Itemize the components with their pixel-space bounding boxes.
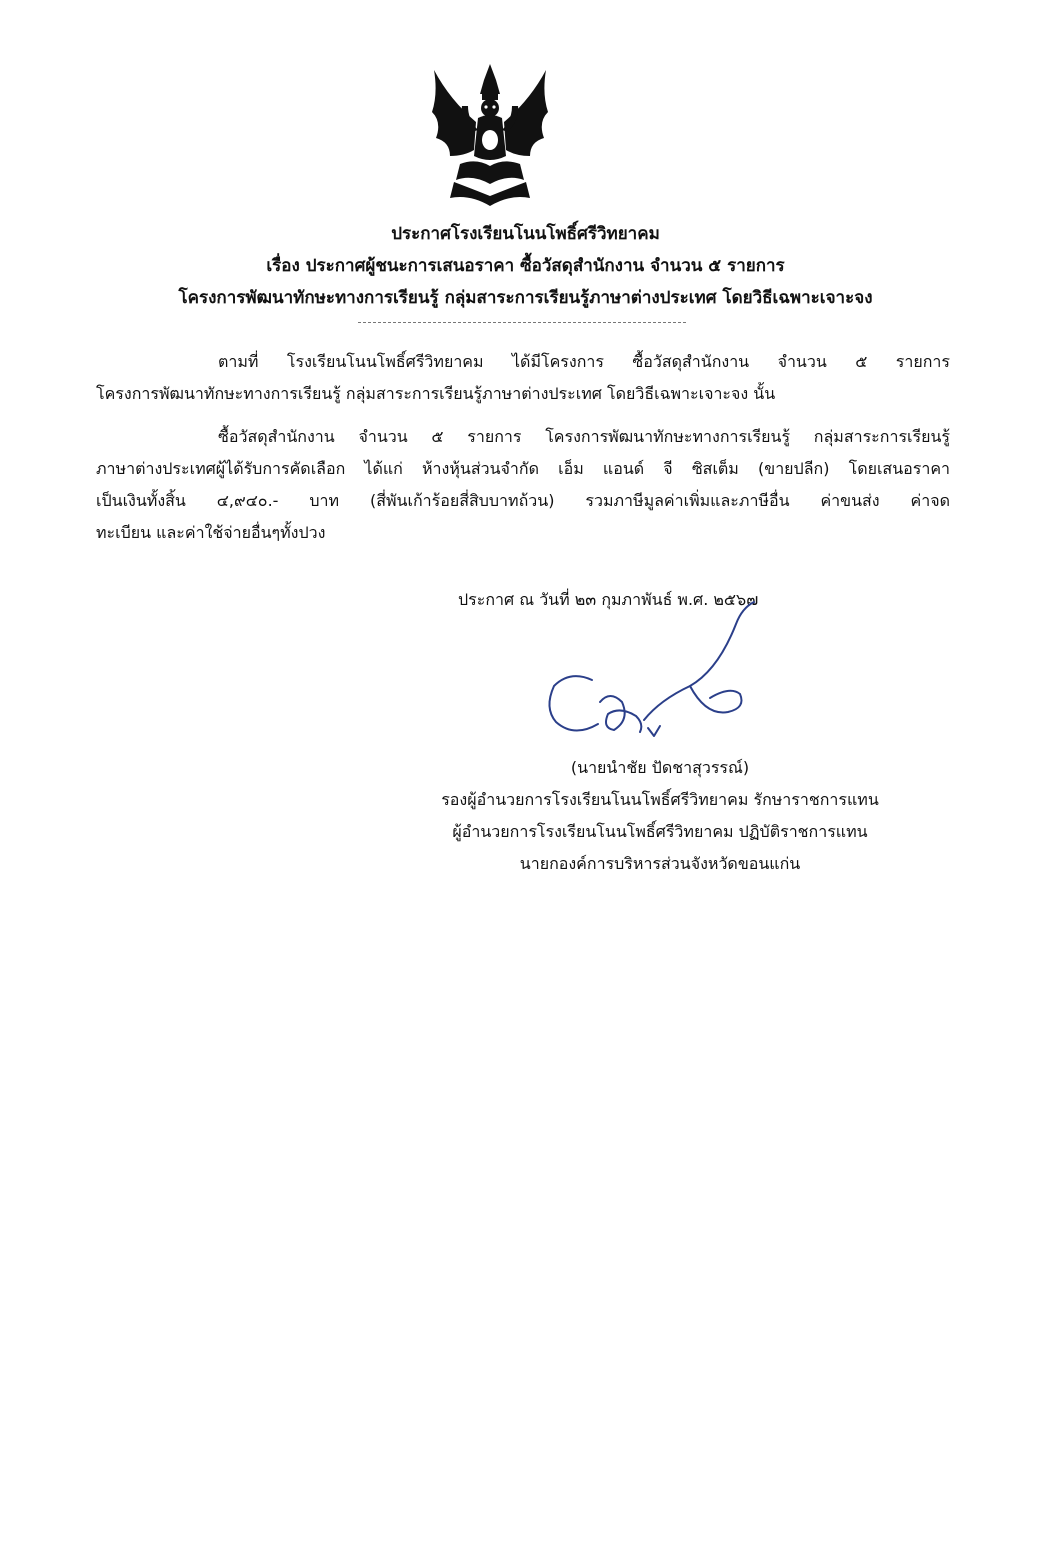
body-paragraph-1-line-2: โครงการพัฒนาทักษะทางการเรียนรู้ กลุ่มสาระการเรียนรู้ภาษาต่างประเทศ โดยวิธีเฉพาะเจาะจง นั้น <box>96 384 776 403</box>
signatory-position-1: รองผู้อำนวยการโรงเรียนโนนโพธิ์ศรีวิทยาคม รักษาราชการแทน <box>441 790 879 809</box>
body-paragraph-2-line-3: เป็นเงินทั้งสิ้น ๔,๙๔๐.- บาท (สี่พันเก้าร้อยสี่สิบบาทถ้วน) รวมภาษีมูลค่าเพิ่มและภาษีอื่น ค่าขนส่ง ค่าจด <box>96 491 950 510</box>
announcement-project: โครงการพัฒนาทักษะทางการเรียนรู้ กลุ่มสาระการเรียนรู้ภาษาต่างประเทศ โดยวิธีเฉพาะเจาะจง <box>178 288 873 308</box>
signatory-position-2: ผู้อำนวยการโรงเรียนโนนโพธิ์ศรีวิทยาคม ปฏิบัติราชการแทน <box>452 822 868 841</box>
announcement-title: ประกาศโรงเรียนโนนโพธิ์ศรีวิทยาคม <box>391 224 660 244</box>
announcement-date: ประกาศ ณ วันที่ ๒๓ กุมภาพันธ์ พ.ศ. ๒๕๖๗ <box>458 590 759 609</box>
signatory-name: (นายนำชัย ปัดชาสุวรรณ์) <box>570 758 750 777</box>
body-paragraph-2-line-2: ภาษาต่างประเทศผู้ได้รับการคัดเลือก ได้แก่ ห้างหุ้นส่วนจำกัด เอ็ม แอนด์ จี ซิสเต็ม (ขายปลีก) โดยเสนอราคา <box>96 459 950 478</box>
divider <box>358 322 686 323</box>
body-paragraph-2-line-1: ซื้อวัสดุสำนักงาน จำนวน ๕ รายการ โครงการพัฒนาทักษะทางการเรียนรู้ กลุ่มสาระการเรียนรู้ <box>218 427 950 446</box>
body-paragraph-1-line-1: ตามที่ โรงเรียนโนนโพธิ์ศรีวิทยาคม ได้มีโครงการ ซื้อวัสดุสำนักงาน จำนวน ๕ รายการ <box>218 352 950 371</box>
handwritten-signature <box>540 590 770 750</box>
garuda-emblem-icon <box>420 60 560 210</box>
signatory-position-3: นายกองค์การบริหารส่วนจังหวัดขอนแก่น <box>519 854 801 873</box>
announcement-subject: เรื่อง ประกาศผู้ชนะการเสนอราคา ซื้อวัสดุสำนักงาน จำนวน ๕ รายการ <box>266 256 785 276</box>
body-paragraph-2-line-4: ทะเบียน และค่าใช้จ่ายอื่นๆทั้งปวง <box>96 523 326 542</box>
